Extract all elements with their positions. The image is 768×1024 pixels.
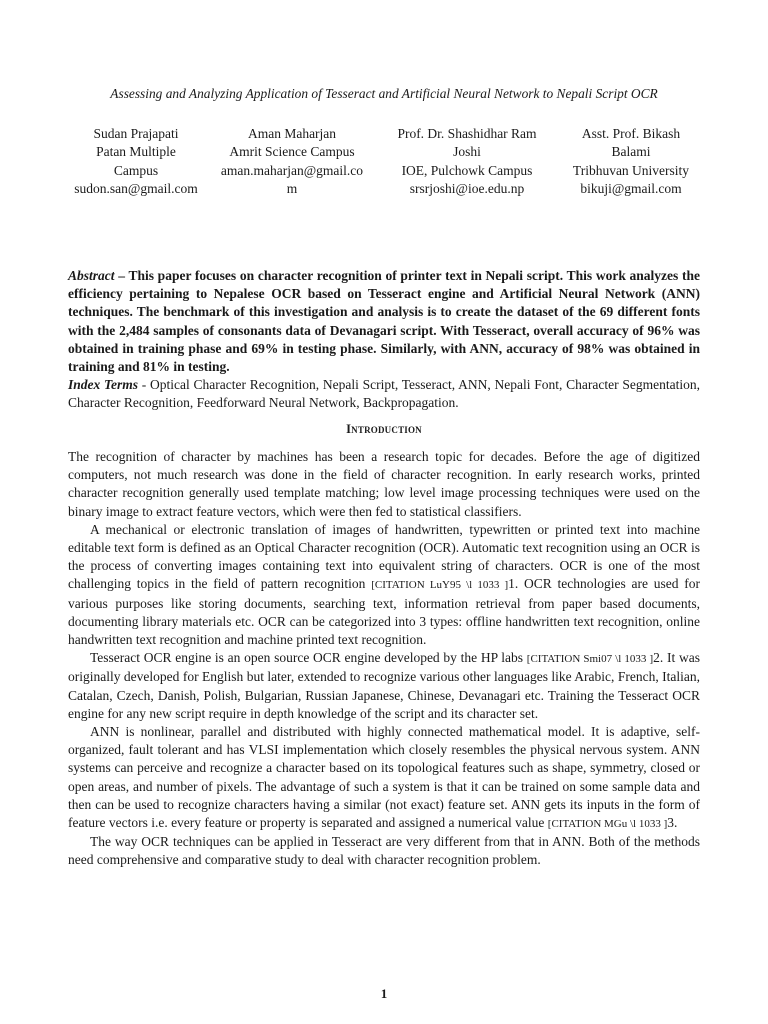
index-terms-text: - Optical Character Recognition, Nepali Script, Tesseract, ANN, Nepali Font, Character Segmentation, Character Recognition, Feedforward Neural Network, Backpropagation.	[68, 377, 700, 411]
author-3	[380, 125, 554, 198]
paragraph-2	[68, 521, 700, 649]
author-2-email-line-1: aman.maharjan@gmail.co	[220, 162, 364, 178]
paragraph-4	[68, 723, 700, 833]
index-terms	[68, 376, 700, 412]
citation-luy95: [CITATION LuY95 \l 1033 ]	[371, 579, 509, 592]
author-3-name-line-1: Prof. Dr. Shashidhar Ram	[397, 126, 537, 141]
paragraph-1: The recognition of character by machines has been a research topic for decades. Before the age of digitized computers, not much research was done in the field of character recognition. In early research works, printed character recognition generally used template matching; low level image processing techniques were used on the binary image to extract feature vectors, which were then fed to statistical classifiers.	[68, 449, 700, 519]
author-4	[556, 125, 706, 198]
paragraph-5: The way OCR techniques can be applied in Tesseract are very different from that in ANN. Both of the methods need comprehensive and comparative study to deal with character recognition problem.	[68, 834, 700, 868]
author-2-affiliation: Amrit Science Campus	[229, 144, 355, 160]
paragraph-2-text-a: A mechanical or electronic translation of images of handwritten, typewritten or printed text into machine editable text form is defined as an Optical Character recognition (OCR). Automatic text recognition using an OCR is the process of converting images containing text into equivalent string of characters. OCR is one of the most challenging topics in the field of pattern recognition	[68, 521, 700, 592]
abstract-label: Abstract	[68, 268, 115, 283]
paragraph-4-text-a: ANN is nonlinear, parallel and distributed with highly connected mathematical model. It is adaptive, self-organized, fault tolerant and has VLSI implementation which closely resembles the physical nervous system. ANN systems can perceive and recognize a character based on its topological features such as shape, symmetry, closed or open areas, and number of pixels. The advantage of such a system is that it can be trained on some sample data and then can be used to recognize characters having a similar (not exact) feature set. ANN gets its inputs in the form of feature vectors i.e. every feature or property is separated and assigned a numerical value	[68, 724, 700, 831]
abstract-dash: –	[114, 268, 129, 283]
citation-mgu: [CITATION MGu \l 1033 ]	[547, 818, 668, 831]
introduction-body	[68, 448, 700, 870]
author-1-affiliation-line-1: Patan Multiple	[96, 144, 176, 160]
author-4-name-line-1: Asst. Prof. Bikash	[581, 126, 681, 141]
author-3-email: srsrjoshi@ioe.edu.np	[409, 180, 525, 196]
author-3-name-line-2: Joshi	[453, 144, 481, 160]
author-2-email-line-2: m	[286, 180, 298, 196]
paragraph-4-text-b: 3.	[667, 815, 678, 831]
index-terms-label: Index Terms	[68, 377, 139, 393]
author-2	[210, 125, 374, 198]
author-1-name: Sudan Prajapati	[93, 126, 179, 141]
author-2-name: Aman Maharjan	[247, 126, 337, 141]
author-1-email: sudon.san@gmail.com	[74, 180, 198, 196]
section-heading-introduction: Introduction	[346, 422, 422, 436]
author-4-affiliation: Tribhuvan University	[572, 162, 690, 178]
citation-smi07: [CITATION Smi07 \l 1033 ]	[526, 653, 654, 666]
paragraph-3	[68, 649, 700, 723]
author-3-affiliation: IOE, Pulchowk Campus	[401, 162, 533, 178]
page-number: 1	[380, 986, 388, 1001]
paper-title: Assessing and Analyzing Application of Tesseract and Artificial Neural Network to Nepali Script OCR	[110, 86, 658, 101]
author-1	[62, 125, 210, 198]
author-4-name-line-2: Balami	[611, 144, 651, 160]
paragraph-3-text-a: Tesseract OCR engine is an open source OCR engine developed by the HP labs	[90, 650, 527, 666]
author-4-email: bikuji@gmail.com	[580, 180, 682, 196]
abstract-text: This paper focuses on character recognition of printer text in Nepali script. This work analyzes the efficiency pertaining to Nepalese OCR based on Tesseract engine and Artificial Neural Network (ANN) techniques. The benchmark of this investigation and analysis is to create the dataset of the 69 different fonts with the 2,484 samples of consonants data of Devanagari script. With Tesseract, overall accuracy of 96% was obtained in training phase and 69% in testing phase. Similarly, with ANN, accuracy of 98% was obtained in training and 81% in testing.	[68, 268, 700, 375]
author-1-affiliation-line-2: Campus	[113, 162, 159, 178]
abstract-paragraph	[68, 267, 700, 376]
paragraph-2-text-b: 1. OCR technologies are used for various purposes like storing documents, searching text, information retrieval from paper based documents, documenting library materials etc. OCR can be categorized into 3 types: offline handwritten text recognition, online handwritten text recognition and machine printed text recognition.	[68, 576, 701, 648]
abstract-section	[68, 267, 700, 413]
paragraph-3-text-b: 2. It was originally developed for English but later, extended to recognize various other languages like Arabic, French, Italian, Catalan, Czech, Danish, Polish, Bulgarian, Russian Japanese, Chinese, Devanagari etc. Training the Tesseract OCR engine for any new script require in depth knowledge of the script and its character set.	[68, 650, 700, 721]
